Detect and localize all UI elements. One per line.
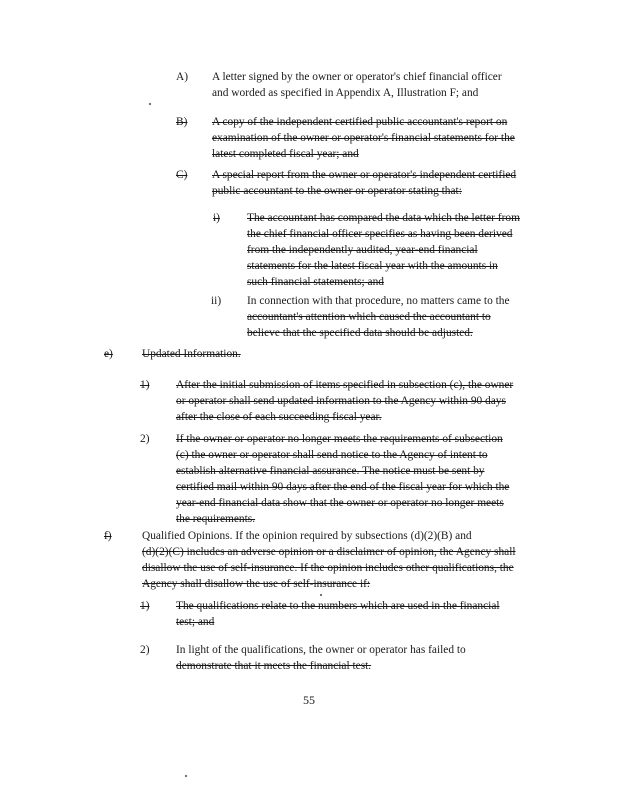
section-e-1-label: 1) [140,379,150,391]
scan-speck [149,103,151,105]
section-f-2-line-1: In light of the qualifications, the owner or operator has failed to [176,644,466,656]
page-number: 55 [303,693,315,707]
section-e-2-line-1: If the owner or operator no longer meets the requirements of subsection [176,433,503,445]
item-c-label: C) [176,169,188,181]
item-b-label: B) [176,116,188,128]
item-b-line-1: A copy of the independent certified public accountant's report on [212,116,508,128]
section-f-1-label: 1) [140,600,150,612]
section-f-1-line-2: test; and [176,616,215,628]
item-b-line-2: examination of the owner or operator's financial statements for the [212,132,515,144]
item-c-ii-text [247,293,510,341]
scan-speck [320,594,322,596]
section-e-1-line-2: or operator shall send updated information to the Agency within 90 days [176,395,506,407]
section-f-line-1: Qualified Opinions. If the opinion required by subsections (d)(2)(B) and [142,530,472,542]
section-e-1-line-3: after the close of each succeeding fiscal year. [176,411,382,423]
section-f-text [142,528,516,592]
scan-speck [185,775,187,777]
item-c-line-1: A special report from the owner or operator's independent certified [212,169,517,181]
section-f-line-2: (d)(2)(C) includes an adverse opinion or a disclaimer of opinion, the Agency shall [142,546,516,558]
section-f-line-3: disallow the use of self-insurance. If the opinion includes other qualifications, the [142,562,514,574]
item-b-line-3: latest completed fiscal year; and [212,148,359,160]
section-e-2-line-5: year-end financial data show that the owner or operator no longer meets [176,497,504,509]
section-e-2-line-3: establish alternative financial assurance. The notice must be sent by [176,465,485,477]
item-c-i-text [247,210,520,290]
item-c-ii-label: ii) [211,295,222,307]
item-a-text [212,69,502,101]
item-a-line-2: and worded as specified in Appendix A, Illustration F; and [212,87,479,99]
item-c-text [212,167,516,199]
section-e-2-line-2: (c) the owner or operator shall send notice to the Agency of intent to [176,449,488,461]
item-c-ii-line-1: In connection with that procedure, no matters came to the [247,295,510,307]
section-f-2-label: 2) [140,644,150,656]
section-e-2-line-4: certified mail within 90 days after the end of the fiscal year for which the [176,481,510,493]
section-f-1-text [176,598,500,630]
item-c-line-2: public accountant to the owner or operator stating that: [212,185,462,197]
section-e-heading: Updated Information. [142,348,241,360]
item-c-i-line-3: from the independently audited, year-end financial [247,244,478,256]
item-c-i-label: i) [213,212,220,224]
section-f-1-line-1: The qualifications relate to the numbers which are used in the financial [176,600,500,612]
item-c-i-line-4: statements for the latest fiscal year with the amounts in [247,260,498,272]
item-c-ii-line-2: accountant's attention which caused the accountant to [247,311,491,323]
item-c-i-line-2: the chief financial officer specifies as having been derived [247,228,513,240]
section-e-label: e) [104,348,113,360]
section-e-2-label: 2) [140,433,150,445]
section-e-2-text [176,431,509,527]
section-e-1-line-1: After the initial submission of items specified in subsection (c), the owner [176,379,514,391]
section-f-2-text [176,642,466,674]
item-b-text [212,114,515,162]
item-c-i-line-5: such financial statements; and [247,276,384,288]
section-e-1-text [176,377,513,425]
item-c-i-line-1: The accountant has compared the data which the letter from [247,212,520,224]
item-c-ii-line-3: believe that the specified data should be adjusted. [247,327,473,339]
item-a-line-1: A letter signed by the owner or operator's chief financial officer [212,71,502,83]
section-f-label: f) [104,530,112,542]
section-f-2-line-2: demonstrate that it meets the financial test. [176,660,372,672]
section-f-line-4: Agency shall disallow the use of self-insurance if: [142,578,371,590]
item-a-label: A) [176,71,189,83]
section-e-2-line-6: the requirements. [176,513,256,525]
